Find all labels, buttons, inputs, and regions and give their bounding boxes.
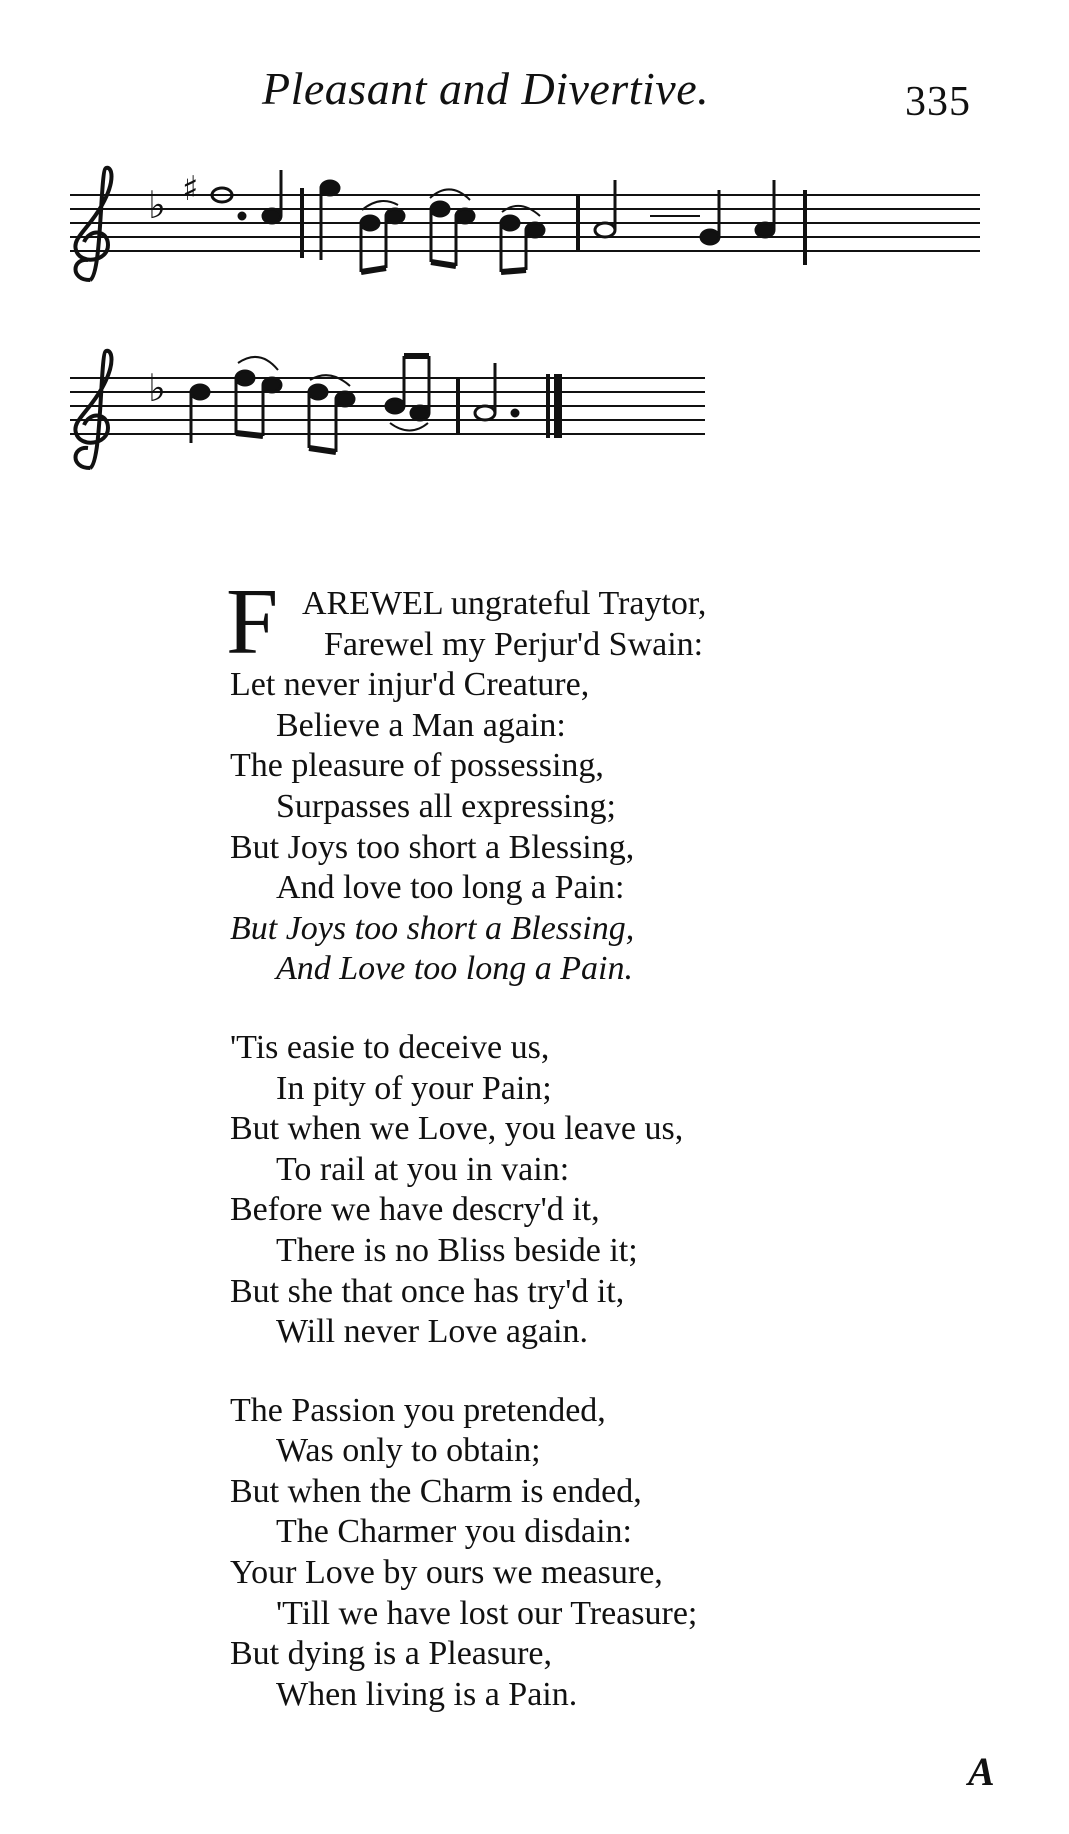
- verse-line: But dying is a Pleasure,: [230, 1635, 553, 1673]
- verse-line: Let never injur'd Creature,: [230, 666, 590, 704]
- svg-text:♯: ♯: [182, 169, 199, 209]
- refrain-line: But Joys too short a Blessing,: [230, 909, 635, 947]
- verse-line: When living is a Pain.: [276, 1675, 578, 1713]
- music-staff-1: [50, 150, 985, 300]
- verse-line: 'Till we have lost our Treasure;: [276, 1594, 698, 1632]
- catchword: A: [968, 1749, 995, 1794]
- drop-cap: F: [226, 570, 279, 674]
- verse-line: Your Love by ours we measure,: [230, 1554, 663, 1592]
- page-number: 335: [905, 79, 971, 125]
- stanza-3: [230, 1391, 950, 1716]
- music-staff-2: [50, 338, 710, 488]
- svg-text:♭: ♭: [148, 183, 166, 227]
- verse-line: Farewel my Perjur'd Swain:: [324, 625, 704, 663]
- refrain-line: And Love too long a Pain.: [276, 950, 633, 988]
- verse-line: Surpasses all expressing;: [276, 787, 616, 825]
- verse-line: But she that once has try'd it,: [230, 1272, 625, 1310]
- verse-line: Was only to obtain;: [276, 1432, 541, 1470]
- treble-clef-icon-2: [75, 351, 111, 468]
- verse-line: The pleasure of possessing,: [230, 747, 604, 785]
- verse-line: 'Tis easie to deceive us,: [230, 1028, 550, 1066]
- stanza-2: [230, 1028, 950, 1353]
- svg-text:♭: ♭: [148, 366, 166, 410]
- verse-line: Believe a Man again:: [276, 706, 566, 744]
- verse-line: The Passion you pretended,: [230, 1391, 606, 1429]
- verse-line: There is no Bliss beside it;: [276, 1231, 638, 1269]
- verse-line: But Joys too short a Blessing,: [230, 828, 635, 866]
- verse-line: In pity of your Pain;: [276, 1069, 552, 1107]
- running-title: Pleasant and Divertive.: [262, 63, 710, 114]
- verse-line: And love too long a Pain:: [276, 869, 625, 907]
- verse-line: But when the Charm is ended,: [230, 1472, 642, 1510]
- verse-line: Before we have descry'd it,: [230, 1191, 600, 1229]
- verse-line: AREWEL ungrateful Traytor,: [302, 585, 707, 622]
- verse-line: Will never Love again.: [276, 1313, 589, 1351]
- stanza-1: [226, 570, 950, 990]
- verse-line: But when we Love, you leave us,: [230, 1110, 684, 1148]
- verse-line: To rail at you in vain:: [276, 1150, 570, 1188]
- verse-line: The Charmer you disdain:: [276, 1513, 632, 1551]
- song-verses: [226, 570, 950, 1753]
